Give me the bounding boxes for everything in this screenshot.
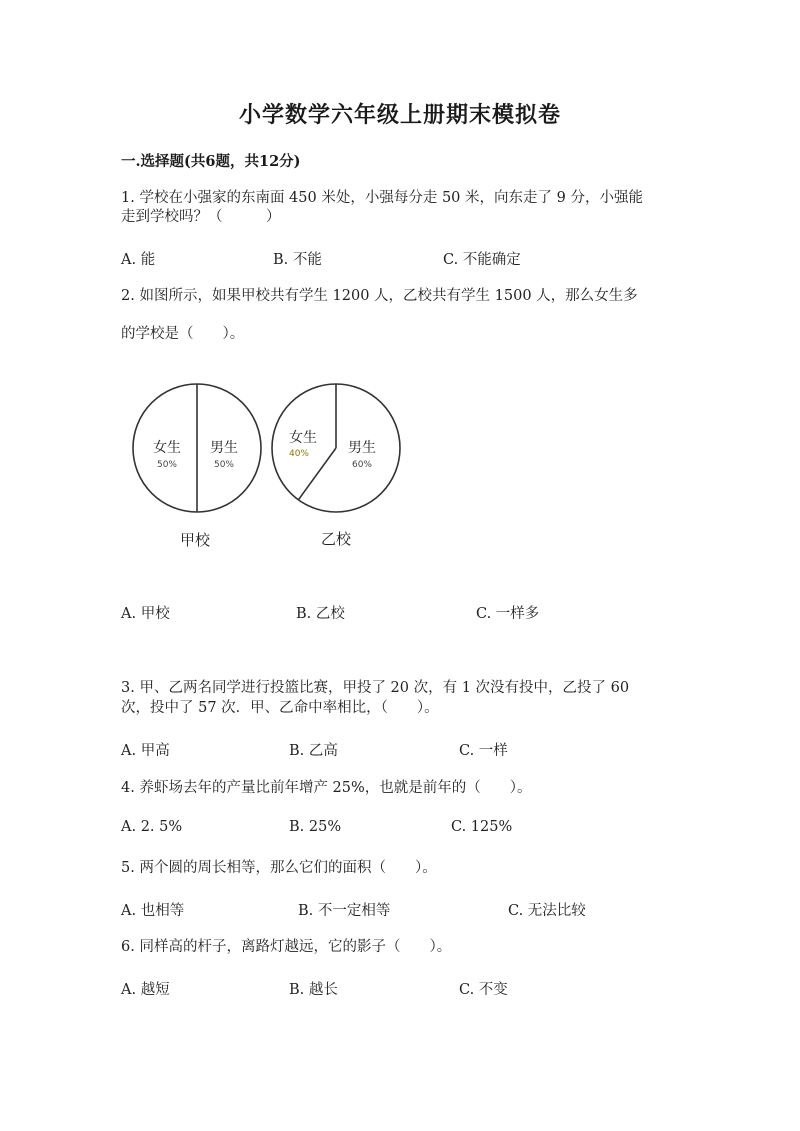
pie-jia-pct-boys: 50% xyxy=(213,460,235,470)
question-6-option-c: C. 不变 xyxy=(459,982,508,998)
question-2-option-c: C. 一样多 xyxy=(476,606,540,622)
question-2-option-a: A. 甲校 xyxy=(121,606,170,622)
question-5-option-a: A. 也相等 xyxy=(121,903,185,919)
question-3-line-2: 次，投中了 57 次．甲、乙命中率相比，（ ）。 xyxy=(121,700,439,716)
pie-charts-figure xyxy=(125,378,425,558)
question-2-line-1: 2. 如图所示，如果甲校共有学生 1200 人，乙校共有学生 1500 人，那么女生多 xyxy=(121,288,638,304)
pie-jia xyxy=(133,384,261,549)
question-1-option-b: B. 不能 xyxy=(273,252,322,268)
section-title: 一.选择题(共6题，共12分) xyxy=(121,153,301,170)
pie-jia-pct-girls: 50% xyxy=(156,460,178,470)
question-6-line-1: 6. 同样高的杆子，离路灯越远，它的影子（ ）。 xyxy=(121,939,452,955)
question-4-line-1: 4. 养虾场去年的产量比前年增产 25%，也就是前年的（ ）。 xyxy=(121,780,532,796)
question-3-option-b: B. 乙高 xyxy=(289,743,338,759)
question-4-option-c: C. 125% xyxy=(451,819,513,835)
page-title: 小学数学六年级上册期末模拟卷 xyxy=(238,102,561,128)
pie-jia-label-girls: 女生 xyxy=(153,440,181,456)
question-5-line-1: 5. 两个圆的周长相等，那么它们的面积（ ）。 xyxy=(121,860,437,876)
question-2-line-2: 的学校是（ ）。 xyxy=(121,326,245,342)
question-6-option-b: B. 越长 xyxy=(289,982,338,998)
pie-yi-label-girls: 女生 xyxy=(289,430,317,446)
question-3-line-1: 3. 甲、乙两名同学进行投篮比赛，甲投了 20 次，有 1 次没有投中，乙投了 60 xyxy=(121,680,630,696)
question-2-option-b: B. 乙校 xyxy=(296,606,345,622)
pie-yi-caption: 乙校 xyxy=(320,530,352,548)
question-6-option-a: A. 越短 xyxy=(121,982,170,998)
question-1-option-c: C. 不能确定 xyxy=(443,252,521,268)
question-5-option-c: C. 无法比较 xyxy=(508,903,586,919)
question-4-option-b: B. 25% xyxy=(289,819,342,835)
question-3-option-a: A. 甲高 xyxy=(121,743,170,759)
question-5-option-b: B. 不一定相等 xyxy=(298,903,391,919)
question-1-option-a: A. 能 xyxy=(121,252,156,268)
pie-yi-pct-boys: 60% xyxy=(351,460,373,470)
pie-jia-caption: 甲校 xyxy=(179,531,211,549)
pie-yi-pct-girls: 40% xyxy=(288,449,310,459)
question-4-option-a: A. 2. 5% xyxy=(121,819,183,835)
question-3-option-c: C. 一样 xyxy=(459,743,508,759)
question-1-line-2: 走到学校吗？（ ） xyxy=(121,209,281,225)
pie-yi xyxy=(272,384,400,548)
pie-jia-label-boys: 男生 xyxy=(210,440,238,456)
pie-yi-label-boys: 男生 xyxy=(348,440,376,456)
question-1-line-1: 1. 学校在小强家的东南面 450 米处，小强每分走 50 米，向东走了 9 分，小强能 xyxy=(121,190,643,206)
